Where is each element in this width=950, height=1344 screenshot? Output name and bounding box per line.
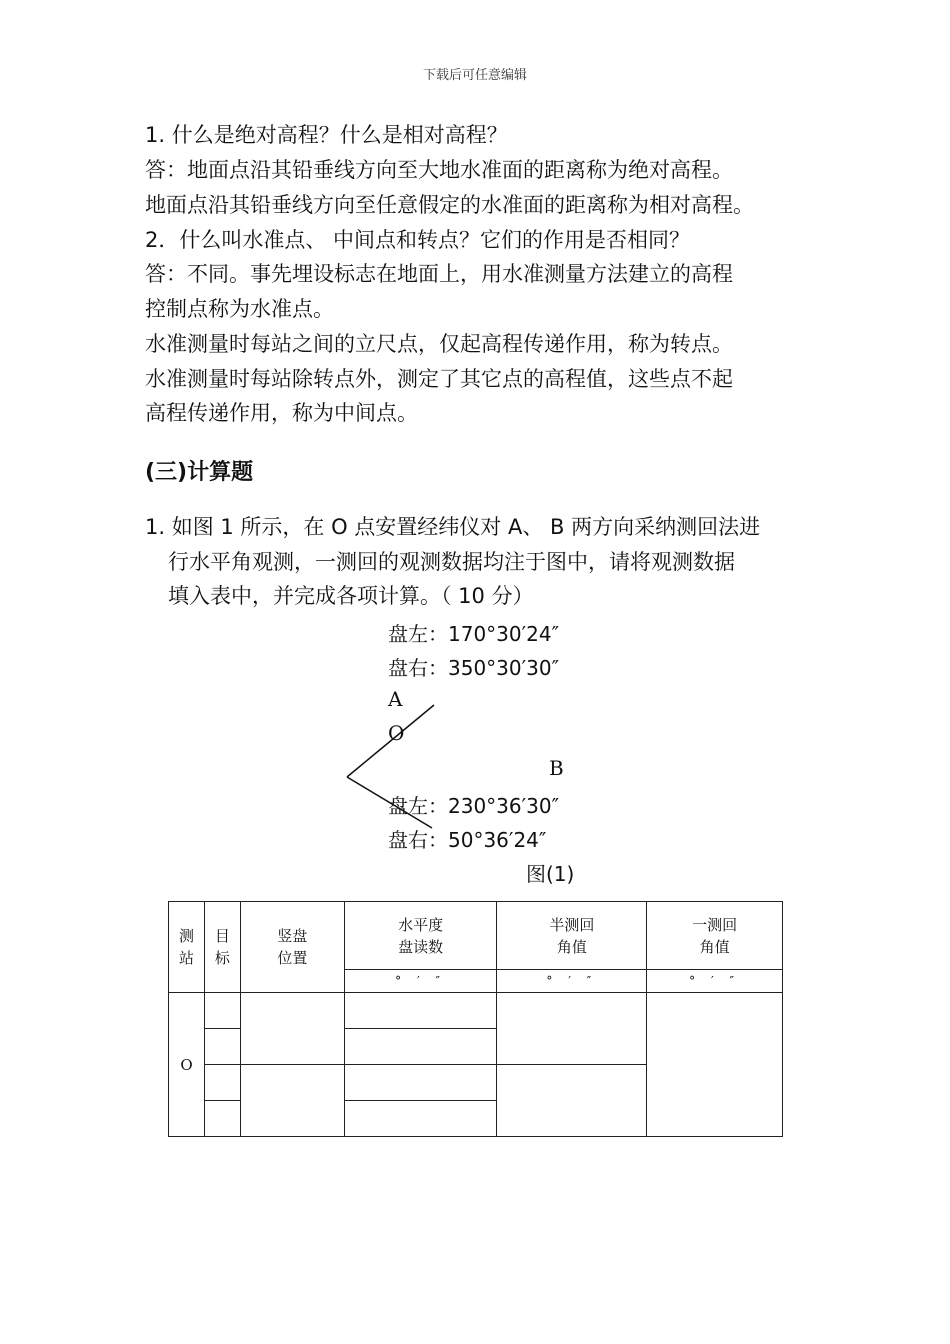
reading-cell[interactable] bbox=[344, 1029, 497, 1065]
problem-line-1: 1. 如图 1 所示，在 O 点安置经纬仪对 A、 B 两方向采纳测回法进 bbox=[145, 515, 761, 539]
header-target: 目 标 bbox=[204, 902, 240, 993]
full-round-cell[interactable] bbox=[647, 993, 783, 1137]
label-a: A bbox=[388, 687, 403, 711]
reading-a-right: 盘右：350°30′30″ bbox=[388, 656, 560, 680]
target-cell[interactable] bbox=[204, 993, 240, 1029]
label-o: O bbox=[388, 721, 405, 745]
reading-cell[interactable] bbox=[344, 993, 497, 1029]
target-cell[interactable] bbox=[204, 1101, 240, 1137]
answer-1-line-2: 地面点沿其铅垂线方向至任意假定的水准面的距离称为相对高程。 bbox=[145, 193, 754, 217]
header-full-round: 一测回 角值 bbox=[647, 902, 783, 970]
unit-reading: ° ′ ″ bbox=[344, 970, 497, 993]
answer-2-line-4: 水准测量时每站除转点外，测定了其它点的高程值，这些点不起 bbox=[145, 367, 733, 391]
section-title: (三)计算题 bbox=[145, 460, 254, 485]
reading-cell[interactable] bbox=[344, 1101, 497, 1137]
ray-oa bbox=[347, 705, 434, 777]
question-2: 2．什么叫水准点、 中间点和转点？它们的作用是否相同？ bbox=[145, 228, 691, 252]
reading-a-left: 盘左：170°30′24″ bbox=[388, 622, 560, 646]
position-cell[interactable] bbox=[240, 993, 344, 1065]
unit-half-round: ° ′ ″ bbox=[497, 970, 647, 993]
ray-ob bbox=[347, 777, 432, 828]
header-reading: 水平度 盘读数 bbox=[344, 902, 497, 970]
label-b: B bbox=[549, 756, 564, 780]
problem-line-2: 行水平角观测，一测回的观测数据均注于图中，请将观测数据 bbox=[168, 550, 735, 574]
answer-2-line-2: 控制点称为水准点。 bbox=[145, 297, 334, 321]
page-header: 下载后可任意编辑 bbox=[422, 68, 527, 83]
answer-1-line-1: 答：地面点沿其铅垂线方向至大地水准面的距离称为绝对高程。 bbox=[145, 158, 733, 182]
position-cell[interactable] bbox=[240, 1065, 344, 1137]
half-round-cell[interactable] bbox=[497, 1065, 647, 1137]
reading-b-right: 盘右：50°36′24″ bbox=[388, 828, 547, 852]
station-cell: O bbox=[169, 993, 205, 1137]
answer-2-line-3: 水准测量时每站之间的立尺点，仅起高程传递作用，称为转点。 bbox=[145, 332, 733, 356]
answer-2-line-1: 答：不同。事先埋设标志在地面上，用水准测量方法建立的高程 bbox=[145, 262, 733, 286]
unit-full-round: ° ′ ″ bbox=[647, 970, 783, 993]
observation-table bbox=[168, 901, 783, 1137]
half-round-cell[interactable] bbox=[497, 993, 647, 1065]
header-half-round: 半测回 角值 bbox=[497, 902, 647, 970]
header-station: 测 站 bbox=[169, 902, 205, 993]
problem-line-3: 填入表中，并完成各项计算。（ 10 分） bbox=[168, 584, 534, 608]
header-position: 竖盘 位置 bbox=[240, 902, 344, 993]
reading-b-left: 盘左：230°36′30″ bbox=[388, 794, 560, 818]
target-cell[interactable] bbox=[204, 1065, 240, 1101]
figure-caption: 图(1) bbox=[526, 862, 575, 886]
answer-2-line-5: 高程传递作用，称为中间点。 bbox=[145, 401, 418, 425]
target-cell[interactable] bbox=[204, 1029, 240, 1065]
reading-cell[interactable] bbox=[344, 1065, 497, 1101]
question-1: 1. 什么是绝对高程？什么是相对高程？ bbox=[145, 123, 508, 147]
